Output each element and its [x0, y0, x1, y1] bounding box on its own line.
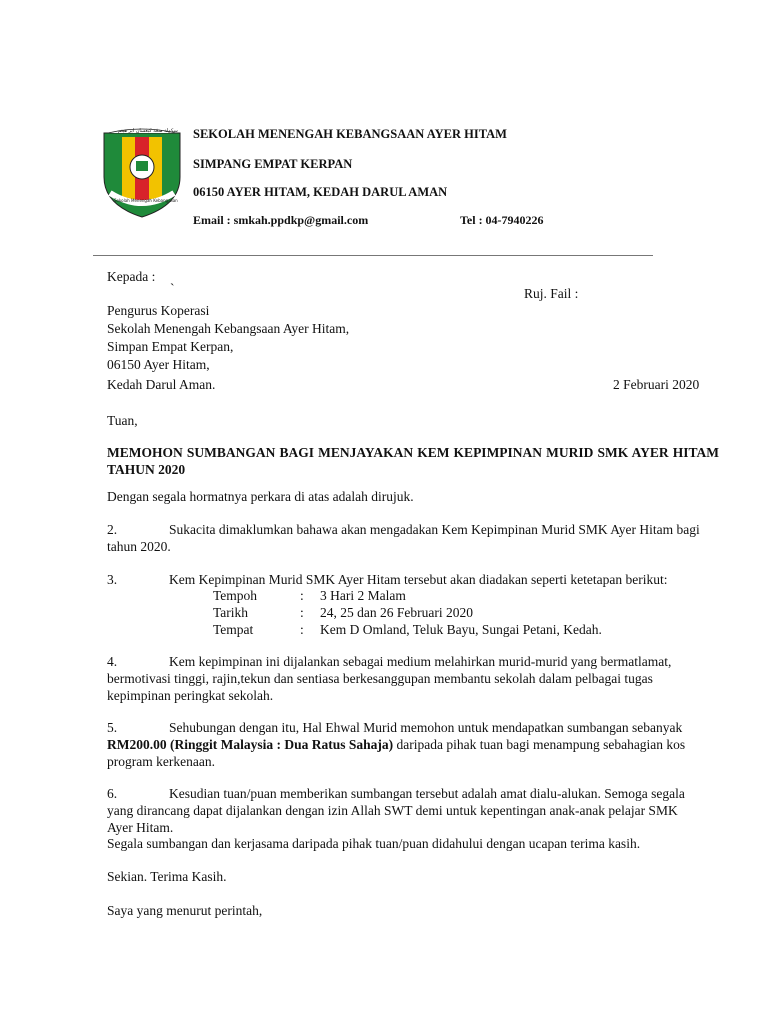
para4-line-2: bermotivasi tinggi, rajin,tekun dan sentiasa berkesanggupan membantu sekolah dalam pelbagai tugas — [107, 671, 653, 686]
crest-arc-text: سكولة منڠه كبڠسان اير هيتم — [118, 128, 178, 134]
closing: Sekian. Terima Kasih. — [107, 869, 227, 884]
para6-line-3: Ayer Hitam. — [107, 820, 174, 835]
para4-number: 4. — [107, 654, 118, 669]
signoff: Saya yang menurut perintah, — [107, 903, 263, 918]
recipient-line-3: Simpan Empat Kerpan, — [107, 339, 234, 354]
para5-line-2 — [107, 736, 685, 753]
salutation: Tuan, — [107, 413, 138, 428]
school-crest — [100, 127, 184, 219]
para5-line-1: Sehubungan dengan itu, Hal Ehwal Murid memohon untuk mendapatkan sumbangan sebanyak — [169, 720, 683, 735]
stray-mark: ` — [170, 281, 175, 296]
para3-number: 3. — [107, 572, 118, 587]
recipient-line-4: 06150 Ayer Hitam, — [107, 357, 210, 372]
detail-value-tarikh: 24, 25 dan 26 Februari 2020 — [320, 605, 473, 620]
tel-line: Tel : 04-7940226 — [460, 213, 544, 227]
file-ref-label: Ruj. Fail : — [524, 286, 579, 301]
para5-line-3: program kerkenaan. — [107, 754, 215, 769]
intro-paragraph: Dengan segala hormatnya perkara di atas adalah dirujuk. — [107, 489, 414, 504]
detail-value-tempoh: 3 Hari 2 Malam — [320, 588, 406, 603]
para2-number: 2. — [107, 522, 118, 537]
para2-line-1: Sukacita dimaklumkan bahawa akan mengadakan Kem Kepimpinan Murid SMK Ayer Hitam bagi — [169, 522, 700, 537]
para5-number: 5. — [107, 720, 118, 735]
detail-value-tempat: Kem D Omland, Teluk Bayu, Sungai Petani, Kedah. — [320, 622, 602, 637]
para2-line-2: tahun 2020. — [107, 539, 171, 554]
detail-sep-tempat: : — [300, 622, 304, 637]
to-label: Kepada : — [107, 269, 156, 284]
para6-line-4: Segala sumbangan dan kerjasama daripada pihak tuan/puan didahului dengan ucapan terima kasih. — [107, 836, 641, 851]
para3-text: Kem Kepimpinan Murid SMK Ayer Hitam tersebut akan diadakan seperti ketetapan berikut: — [169, 572, 668, 587]
detail-label-tarikh: Tarikh — [213, 605, 249, 620]
email-line: Email : smkah.ppdkp@gmail.com — [193, 213, 369, 227]
address-line-1: SIMPANG EMPAT KERPAN — [193, 157, 353, 171]
detail-label-tempoh: Tempoh — [213, 588, 258, 603]
letter-date: 2 Februari 2020 — [613, 377, 700, 392]
header-divider — [93, 255, 653, 256]
donation-amount: RM200.00 (Ringgit Malaysia : Dua Ratus Sahaja) — [107, 737, 394, 752]
para6-number: 6. — [107, 786, 118, 801]
school-crest-shield — [100, 127, 184, 219]
para6-line-2: yang dirancang dapat dijalankan dengan izin Allah SWT demi untuk kepentingan anak-anak pelajar SMK — [107, 803, 678, 818]
recipient-line-2: Sekolah Menengah Kebangsaan Ayer Hitam, — [107, 321, 350, 336]
detail-label-tempat: Tempat — [213, 622, 254, 637]
school-name: SEKOLAH MENENGAH KEBANGSAAN AYER HITAM — [193, 127, 507, 141]
para4-line-3: kepimpinan peringkat sekolah. — [107, 688, 274, 703]
para6-line-1: Kesudian tuan/puan memberikan sumbangan tersebut adalah amat dialu-alukan. Semoga segala — [169, 786, 685, 801]
para4-line-1: Kem kepimpinan ini dijalankan sebagai medium melahirkan murid-murid yang bermatlamat, — [169, 654, 672, 669]
detail-sep-tarikh: : — [300, 605, 304, 620]
detail-sep-tempoh: : — [300, 588, 304, 603]
recipient-line-1: Pengurus Koperasi — [107, 303, 210, 318]
recipient-line-5: Kedah Darul Aman. — [107, 377, 216, 392]
crest-ribbon-text: Sekolah Menengah Kebangsaan — [114, 198, 178, 203]
para5-line-2-rest: daripada pihak tuan bagi menampung sebahagian kos — [393, 737, 686, 752]
letter-subject: MEMOHON SUMBANGAN BAGI MENJAYAKAN KEM KEPIMPINAN MURID SMK AYER HITAM TAHUN 2020 — [107, 445, 719, 477]
address-line-2: 06150 AYER HITAM, KEDAH DARUL AMAN — [193, 185, 448, 199]
